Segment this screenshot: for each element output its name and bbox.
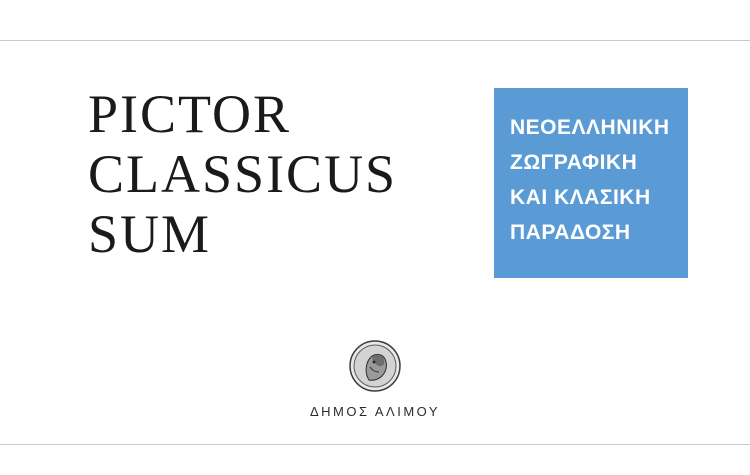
divider-bottom: [0, 444, 750, 445]
page-title-line-3: SUM: [88, 204, 212, 264]
greek-subtitle-line-2: ΖΩΓΡΑΦΙΚΗ: [510, 151, 638, 174]
greek-subtitle-line-1: ΝΕΟΕΛΛΗΝΙΚΗ: [510, 116, 670, 139]
page-title-line-1: PICTOR: [88, 84, 292, 144]
emblem-container: [0, 340, 750, 392]
classical-head-seal-icon: [349, 340, 401, 392]
poster-title: [88, 84, 488, 264]
emblem-caption: ΔΗΜΟΣ ΑΛΙΜΟΥ: [309, 404, 441, 419]
divider-top: [0, 40, 750, 41]
greek-subtitle-line-3: ΚΑΙ ΚΛΑΣΙΚΗ: [510, 186, 651, 209]
greek-subtitle-line-4: ΠΑΡΑΔΟΣΗ: [510, 221, 631, 244]
page-title-line-2: CLASSICUS: [88, 144, 398, 204]
greek-subtitle-box: [494, 88, 688, 278]
